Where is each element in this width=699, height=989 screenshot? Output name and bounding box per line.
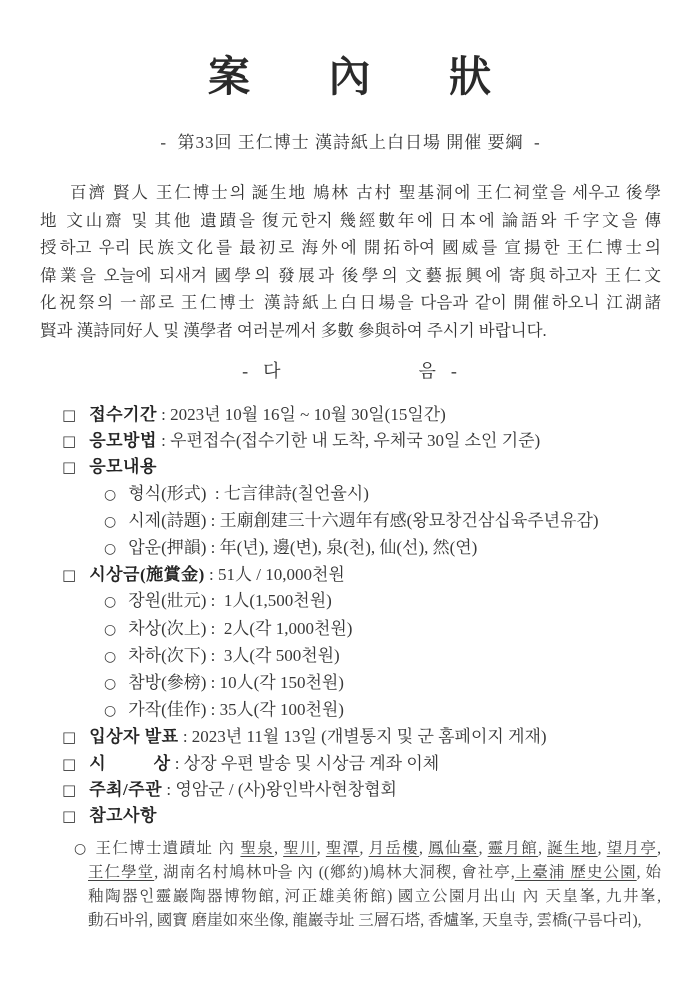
reference-text: , [657,840,662,858]
item-colon: : [206,538,220,558]
list-item [40,670,661,697]
circle-bullet-icon: ○ [104,541,117,558]
underlined-place-name: 誕生地 [547,840,598,858]
item-value: 영암군 / (사)왕인박사현창협회 [175,779,397,799]
circle-bullet-icon: ○ [104,486,117,503]
reference-line [40,861,661,885]
reference-text: , [478,840,488,858]
list-item [40,803,661,829]
item-value: 年(년), 邊(변), 泉(천), 仙(선), 然(연) [219,538,478,558]
list-item [40,588,661,615]
list-item [40,643,661,670]
reference-text: , [419,840,429,858]
intro-line: 化祝祭의 一部로 王仁博士 漢詩紙上白日場을 다음과 같이 開催하오니 江湖諸 [40,293,661,312]
underlined-place-name: 王仁學堂 [88,864,155,882]
checkbox-square-icon: □ [62,780,77,799]
item-colon: : [206,618,220,638]
intro-line: 百濟 賢人 王仁博士의 誕生地 鳩林 古村 聖基洞에 王仁祠堂을 세우고 後學 [70,183,661,202]
item-value: 35人(각 100천원) [219,700,344,720]
item-colon: : [206,591,220,611]
underlined-place-name: 月岳樓 [368,840,420,858]
item-colon: : [156,431,171,451]
reference-line [40,885,661,909]
item-colon: : [204,565,219,585]
item-label: 응모방법 [89,431,157,451]
item-value: 우편접수(접수기한 내 도착, 우체국 30일 소인 기준) [170,431,541,451]
item-label: 장원(壯元) [128,591,207,611]
intro-line: 偉業을 오늘에 되새겨 國學의 發展과 後學의 文藝振興에 寄與하고자 王仁文 [40,265,661,285]
items-list [40,402,661,829]
circle-bullet-icon: ○ [104,513,117,530]
reference-note [40,837,661,933]
item-label: 차상(次上) [128,618,207,638]
list-item [40,697,661,724]
item-label: 응모내용 [89,457,157,477]
item-colon: : [206,483,224,503]
underlined-place-name: 上臺浦 歷史公園 [514,864,637,882]
item-value: 王廟創建三十六週年有感(왕묘창건삼십육주년유감) [219,510,599,530]
underlined-place-name: 鳳仙臺 [428,840,479,858]
underlined-place-name: 望月亭 [606,840,658,858]
item-value: 3人(각 500천원) [219,645,340,665]
page-subtitle: - 第33回 王仁博士 漢詩紙上白日場 開催 要綱 - [160,133,541,152]
list-item [40,562,661,588]
checkbox-square-icon: □ [62,728,77,747]
item-value: 2人(각 1,000천원) [219,618,353,638]
reference-text: 釉陶器인靈巖陶器博物館, 河正雄美術館) 國立公園月出山 內 天皇峯, 九井峯, [88,888,661,906]
list-item [40,777,661,803]
underlined-place-name: 靈月館 [487,840,539,858]
item-value: 2023년 10월 16일 ~ 10월 30일(15일간) [170,405,446,424]
reference-text: , [597,840,607,858]
list-item [40,481,661,508]
item-label: 시 상 [89,753,171,773]
reference-text: 王仁博士遺蹟址 內 [94,840,241,858]
underlined-place-name: 聖川 [283,840,317,858]
daum-divider [40,357,661,383]
reference-text: , 湖南名村鳩林마을 內 ((鄕約)鳩林大洞稧, 會社亭, [154,864,515,882]
reference-text: 動石바위, 國寶 磨崖如來坐像, 龍巖寺址 三層石塔, 香爐峯, 天皇寺, 雲橋(구름다리), [88,912,642,930]
checkbox-square-icon: □ [62,406,77,424]
item-colon: : [170,753,184,773]
circle-bullet-icon: ○ [74,841,87,858]
item-label: 형식(形式) [128,483,207,503]
intro-line: 授하고 우리 民族文化를 最初로 海外에 開拓하여 國威를 宣揚한 王仁博士의 [40,238,661,257]
list-item [40,616,661,643]
list-item [40,751,661,777]
item-value: 10人(각 150천원) [219,673,344,693]
item-label: 참고사항 [89,806,157,826]
item-colon: : [162,779,176,799]
checkbox-square-icon: □ [62,754,77,773]
reference-text: , [316,840,326,858]
reference-line [40,837,661,861]
item-label: 가작(佳作) [128,700,207,720]
list-item [40,454,661,480]
item-colon: : [206,673,220,693]
page-title: 案 內 狀 [207,55,493,101]
list-item [40,402,661,428]
circle-bullet-icon: ○ [104,676,117,693]
reference-text: , [538,840,548,858]
circle-bullet-icon: ○ [104,703,117,720]
item-value: 七言律詩(칠언율시) [223,483,369,503]
intro-line: 賢과 漢詩同好人 및 漢學者 여러분께서 多數 參與하여 주시기 바랍니다. [40,320,547,340]
item-label: 입상자 발표 [89,727,179,747]
checkbox-square-icon: □ [62,458,77,477]
list-item [40,724,661,750]
checkbox-square-icon: □ [62,807,77,826]
item-colon: : [178,727,192,747]
circle-bullet-icon: ○ [104,648,117,665]
list-item [40,428,661,454]
item-label: 접수기간 [89,405,157,424]
item-colon: : [206,700,220,720]
item-label: 참방(參榜) [128,673,207,693]
item-label: 주최/주관 [89,779,163,799]
daum-right: 음 - [418,361,459,381]
item-label: 시제(詩題) [128,510,207,530]
list-item [40,508,661,535]
item-value: 2023년 11월 13일 (개별통지 및 군 홈페이지 게재) [191,727,547,747]
circle-bullet-icon: ○ [104,594,117,611]
reference-text: , [274,840,284,858]
checkbox-square-icon: □ [62,432,77,451]
item-value: 상장 우편 발송 및 시상금 계좌 이체 [183,753,440,773]
reference-text: , [359,840,369,858]
item-value: 1人(1,500천원) [219,591,332,611]
intro-paragraph [40,179,661,344]
checkbox-square-icon: □ [62,566,77,585]
item-label: 차하(次下) [128,645,207,665]
intro-line: 地 文山齋 및 其他 遺蹟을 復元한지 幾經數年에 日本에 論語와 千字文을 傳 [40,210,661,230]
item-value: 51人 / 10,000천원 [218,565,345,585]
circle-bullet-icon: ○ [104,621,117,638]
reference-line [40,909,661,933]
item-label: 압운(押韻) [128,538,207,558]
item-label: 시상금(施賞金) [89,565,205,585]
item-colon: : [156,405,171,424]
underlined-place-name: 聖潭 [325,840,360,858]
list-item [40,535,661,562]
underlined-place-name: 聖泉 [240,840,275,858]
reference-text: , 始 [636,864,661,882]
item-colon: : [206,645,220,665]
daum-left: - 다 [242,361,283,381]
item-colon: : [206,510,220,530]
